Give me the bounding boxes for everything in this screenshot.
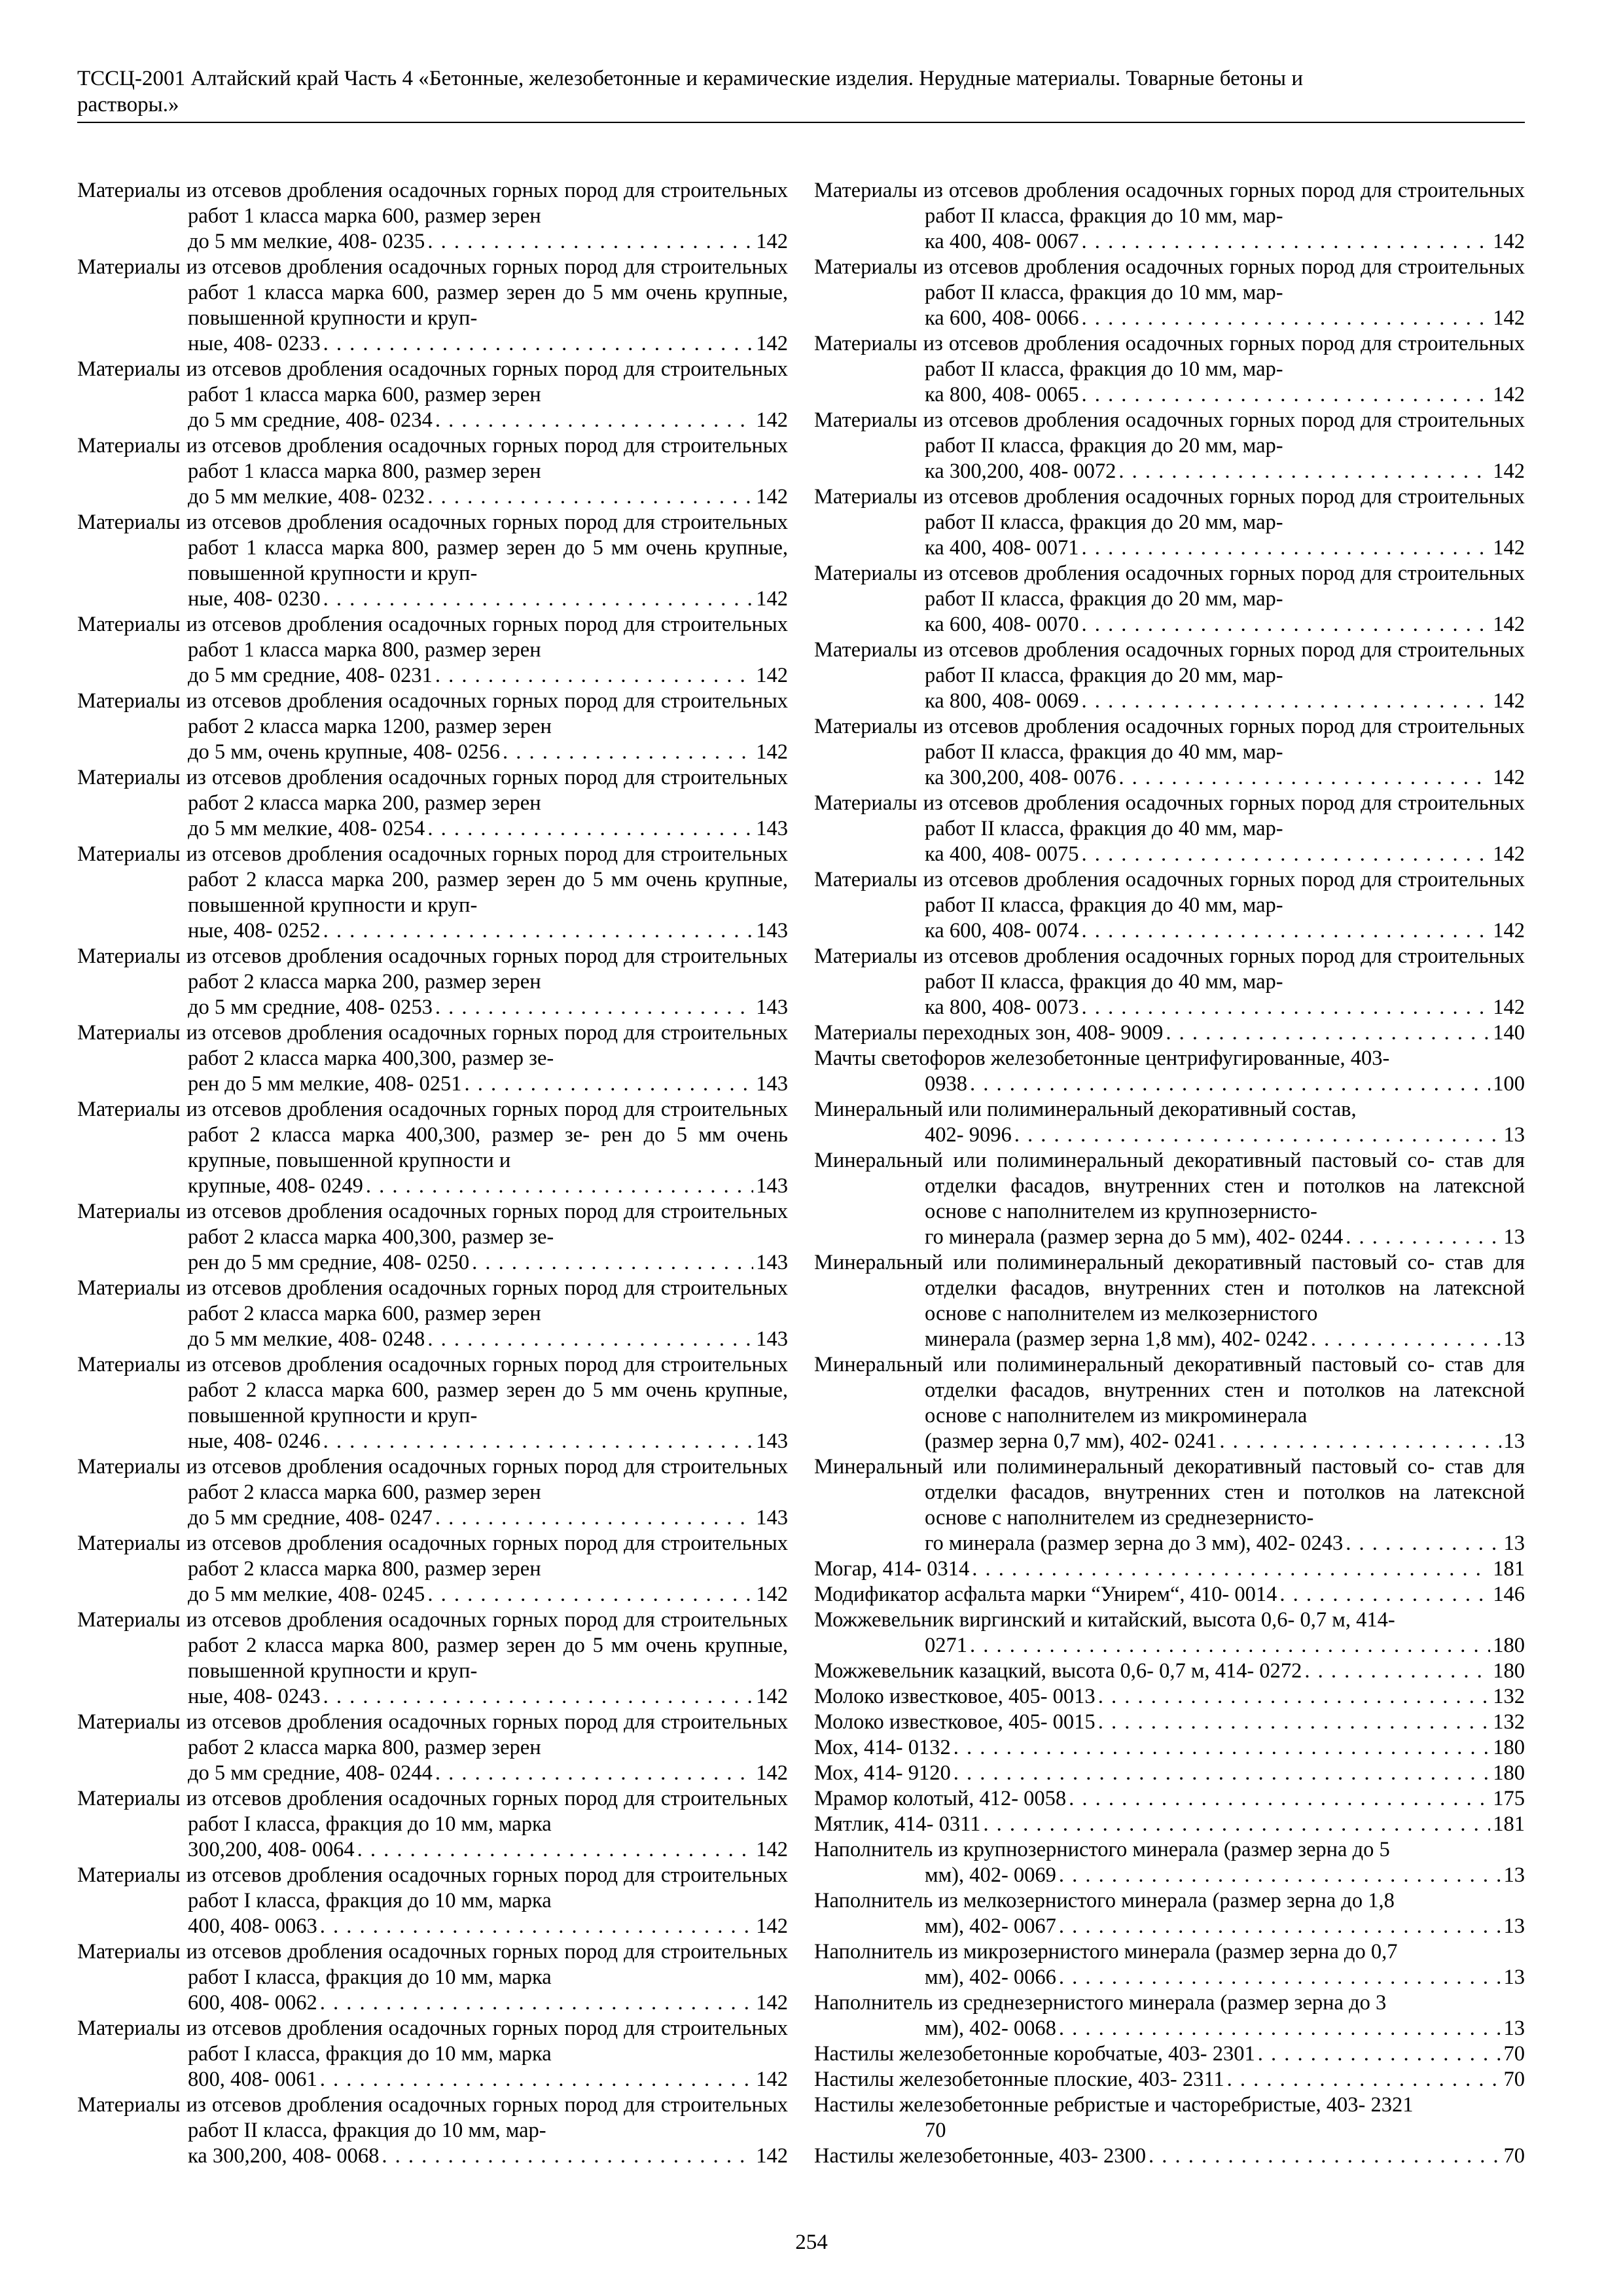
index-entry [814,1250,1525,1352]
index-entry-page: 142 [756,1991,788,2015]
leader-dots [435,408,753,433]
index-entry [814,2067,1525,2092]
index-entry [814,1735,1525,1761]
index-entry-text: Материалы из отсевов дробления осадочных горных пород для строительных работ II класса, фракция до 10 мм, мар- [814,255,1525,304]
index-entry [814,255,1525,331]
index-entry [77,1531,788,1607]
index-entry-page: 142 [756,485,788,509]
index-entry-page: 180 [1493,1634,1525,1657]
index-entry-ref: до 5 мм средние, 408- 0231 [188,664,433,687]
index-entry-page: 142 [1493,842,1525,866]
index-entry-ref: Могар, 414- 0314 [814,1557,970,1581]
index-entry [814,944,1525,1020]
index-entry-text: Материалы из отсевов дробления осадочных горных пород для строительных работ 1 класса марка 800, размер зерен [77,613,788,662]
index-entry [814,2144,1525,2169]
index-entry-page: 13 [1503,1914,1525,1938]
index-entry-text: Материалы из отсевов дробления осадочных горных пород для строительных работ II класса, фракция до 20 мм, мар- [814,408,1525,457]
index-entry-page: 142 [1493,613,1525,636]
leader-dots [320,1914,754,1939]
index-entry-page: 142 [756,2068,788,2091]
index-entry-page: 180 [1493,1761,1525,1785]
index-entry-page: 143 [756,1174,788,1198]
index-entry-ref: 402- 9096 [925,1123,1012,1147]
index-entry-page: 13 [1503,1123,1525,1147]
index-entry-ref: ка 300,200, 408- 0072 [925,459,1116,483]
leader-dots [1014,1122,1501,1148]
index-entry-text: Материалы из отсевов дробления осадочных горных пород для строительных работ I класса, фракция до 10 мм, марка [77,1787,788,1836]
index-entry-page: 13 [1503,1532,1525,1555]
index-entry-ref: 800, 408- 0061 [188,2068,317,2091]
index-entry [77,433,788,510]
page-header [77,65,1525,123]
index-entry-ref: 0938 [925,1072,967,1096]
index-entry-text: Материалы из отсевов дробления осадочных горных пород для строительных работ 2 класса марка 400,300, размер зе- [77,1021,788,1070]
index-entry-page: 142 [1493,919,1525,942]
index-entry-page: 142 [756,2144,788,2168]
index-entry-ref: до 5 мм средние, 408- 0253 [188,996,433,1019]
index-entry-text: Можжевельник виргинский и китайский, высота 0,6- 0,7 м, 414- [814,1608,1395,1632]
index-entry-ref: до 5 мм мелкие, 408- 0248 [188,1327,425,1351]
index-entry-text: Материалы из отсевов дробления осадочных горных пород для строительных работ 2 класса марка 200, размер зерен [77,944,788,994]
index-entry-page: 146 [1493,1583,1525,1606]
page-number: 254 [795,2231,828,2254]
index-entry-ref: до 5 мм мелкие, 408- 0254 [188,817,425,840]
leader-dots [323,331,754,357]
index-entry [814,484,1525,561]
index-entry [814,1939,1525,1990]
leader-dots [1082,689,1491,714]
index-entry-text: Материалы из отсевов дробления осадочных горных пород для строительных работ II класса, фракция до 20 мм, мар- [814,485,1525,534]
leader-dots [1118,459,1490,484]
index-entry [77,1454,788,1531]
index-entry-page: 13 [1503,1225,1525,1249]
index-entry-page: 13 [1503,2017,1525,2040]
index-entry-text: Минеральный или полиминеральный декоративный состав, [814,1098,1357,1121]
index-entry-page: 100 [1493,1072,1525,1096]
index-entry-ref: Настилы железобетонные, 403- 2300 [814,2144,1147,2168]
index-entry-page: 181 [1493,1557,1525,1581]
leader-dots [427,229,753,255]
index-entry-page: 142 [756,1761,788,1785]
index-entry-ref: ка 600, 408- 0070 [925,613,1079,636]
index-entry [814,1352,1525,1454]
index-entry-ref: ка 400, 408- 0071 [925,536,1079,560]
index-entry [814,1710,1525,1735]
index-entry-ref: рен до 5 мм средние, 408- 0250 [188,1251,470,1274]
index-entry-page: 142 [1493,996,1525,1019]
leader-dots [1082,918,1491,944]
index-entry-text: Материалы из отсевов дробления осадочных горных пород для строительных работ 2 класса марка 800, размер зерен [77,1710,788,1759]
leader-dots [323,1429,754,1454]
index-entry-page: 70 [1503,2144,1525,2168]
index-entry-ref: ка 800, 408- 0073 [925,996,1079,1019]
index-entry-page: 142 [756,740,788,764]
index-entry-ref: мм), 402- 0068 [925,2017,1056,2040]
index-entry-page: 142 [1493,230,1525,253]
leader-dots [323,1684,754,1710]
index-entry-ref: Можжевельник казацкий, высота 0,6- 0,7 м, 414- 0272 [814,1659,1302,1683]
index-entry-page: 142 [756,1583,788,1606]
leader-dots [472,1250,753,1276]
index-entry-text: Наполнитель из микрозернистого минерала (размер зерна до 0,7 [814,1940,1398,1964]
index-entry-ref: ка 600, 408- 0066 [925,306,1079,330]
index-entry-ref: Мох, 414- 0132 [814,1736,951,1759]
leader-dots [1279,1582,1490,1607]
index-entry [814,867,1525,944]
index-entry-page: 13 [1503,1863,1525,1887]
index-entry [77,1352,788,1454]
index-entry [814,1761,1525,1786]
leader-dots [320,1990,754,2016]
index-entry-ref: (размер зерна 0,7 мм), 402- 0241 [925,1429,1217,1453]
index-entry-ref: мм), 402- 0067 [925,1914,1056,1938]
index-entry-page: 142 [1493,459,1525,483]
leader-dots [954,1761,1491,1786]
index-entry-page: 142 [756,1914,788,1938]
index-entry-text: Материалы из отсевов дробления осадочных горных пород для строительных работ 1 класса марка 800, размер зерен [77,434,788,483]
index-entry-page: 142 [1493,383,1525,406]
index-entry [77,1097,788,1199]
index-entry-ref: до 5 мм мелкие, 408- 0245 [188,1583,425,1606]
index-entry [77,510,788,612]
leader-dots [1304,1659,1490,1684]
index-entry [814,1812,1525,1837]
index-entry-text: Материалы из отсевов дробления осадочных горных пород для строительных работ 2 класса марка 1200, размер зерен [77,689,788,738]
index-entry [814,1659,1525,1684]
leader-dots [366,1174,753,1199]
leader-dots [435,1761,753,1786]
leader-dots [1166,1020,1490,1046]
index-entry [77,1939,788,2016]
index-entry-page: 143 [756,919,788,942]
index-entry-text: Материалы из отсевов дробления осадочных горных пород для строительных работ 2 класса марка 400,300, размер зе- [77,1200,788,1249]
index-entry-page: 142 [756,664,788,687]
index-entry-ref: ные, 408- 0252 [188,919,321,942]
index-entry-text: Материалы из отсевов дробления осадочных горных пород для строительных работ II класса, фракция до 20 мм, мар- [814,562,1525,611]
index-entry-text: Материалы из отсевов дробления осадочных горных пород для строительных работ II класса, фракция до 20 мм, мар- [814,638,1525,687]
index-entry-page: 142 [756,332,788,355]
index-entry [814,331,1525,408]
index-entry [77,1020,788,1097]
index-entry-page: 143 [756,996,788,1019]
index-entry-text: Материалы из отсевов дробления осадочных горных пород для строительных работ 2 класса марка 600, размер зерен до 5 мм очень крупные, повышенной крупности и круп- [77,1353,788,1427]
index-entry-ref: Настилы железобетонные плоские, 403- 2311 [814,2068,1224,2091]
index-entry-text: Материалы из отсевов дробления осадочных горных пород для строительных работ I класса, фракция до 10 мм, марка [77,2017,788,2066]
index-entry [77,1786,788,1863]
index-entry-text: Материалы из отсевов дробления осадочных горных пород для строительных работ 2 класса марка 800, размер зерен [77,1532,788,1581]
index-entry-page: 13 [1503,1327,1525,1351]
index-entry-text: Материалы из отсевов дробления осадочных горных пород для строительных работ II класса, фракция до 40 мм, мар- [814,868,1525,917]
index-entry-ref: Материалы переходных зон, 408- 9009 [814,1021,1164,1045]
index-entry [814,1148,1525,1250]
index-entry-page: 13 [1503,1965,1525,1989]
index-entry-ref: ка 800, 408- 0065 [925,383,1079,406]
index-entry-text: Материалы из отсевов дробления осадочных горных пород для строительных работ II класса, фракция до 40 мм, мар- [814,944,1525,994]
index-entry [814,1888,1525,1939]
index-entry [814,2041,1525,2067]
index-entry-text: Материалы из отсевов дробления осадочных горных пород для строительных работ 1 класса марка 600, размер зерен [77,179,788,228]
index-entry-text: Материалы из отсевов дробления осадочных горных пород для строительных работ 2 класса марка 600, размер зерен [77,1455,788,1504]
index-entry-text: Наполнитель из мелкозернистого минерала (размер зерна до 1,8 [814,1889,1395,1912]
index-entry [814,1556,1525,1582]
leader-dots [1098,1684,1491,1710]
index-entry-ref: до 5 мм, очень крупные, 408- 0256 [188,740,501,764]
index-entry-page: 142 [756,1685,788,1708]
leader-dots [1227,2067,1501,2092]
leader-dots [435,995,753,1020]
index-entry-ref: до 5 мм мелкие, 408- 0232 [188,485,425,509]
index-entry [77,357,788,433]
index-entry-ref: го минерала (размер зерна до 5 мм), 402- 0244 [925,1225,1344,1249]
index-entry-page: 142 [756,230,788,253]
leader-dots [970,1071,1490,1097]
index-entry [814,1046,1525,1097]
index-column-right [814,178,1525,2169]
index-entry-ref: 600, 408- 0062 [188,1991,317,2015]
index-entry-text: Минеральный или полиминеральный декоративный пастовый со- став для отделки фасадов, внутренних стен и потолков на латексной основе с наполнителем из среднезернисто- [814,1455,1525,1530]
leader-dots [1082,229,1491,255]
leader-dots [323,918,754,944]
leader-dots [320,2067,754,2092]
leader-dots [465,1071,754,1097]
index-entry-ref: крупные, 408- 0249 [188,1174,363,1198]
index-entry [814,1607,1525,1659]
index-entry-page: 142 [756,408,788,432]
index-entry-page: 132 [1493,1685,1525,1708]
index-entry [814,791,1525,867]
leader-dots [954,1735,1491,1761]
index-entry-ref: го минерала (размер зерна до 3 мм), 402- 0243 [925,1532,1344,1555]
index-entry [77,1710,788,1786]
index-entry [814,714,1525,791]
index-entry-page: 142 [1493,306,1525,330]
leader-dots [427,1327,753,1352]
leader-dots [1149,2144,1501,2169]
leader-dots [435,1505,753,1531]
index-entry [77,612,788,689]
index-entry [814,408,1525,484]
index-entry-text: Мачты светофоров железобетонные центрифугированные, 403- [814,1047,1390,1070]
leader-dots [1082,612,1491,637]
index-entry-ref: ка 400, 408- 0075 [925,842,1079,866]
leader-dots [382,2144,753,2169]
leader-dots [1082,842,1491,867]
index-entry-ref: до 5 мм средние, 408- 0244 [188,1761,433,1785]
index-entry-ref: Модификатор асфальта марки “Унирем“, 410- 0014 [814,1583,1277,1606]
leader-dots [427,1582,753,1607]
index-entry-page: 132 [1493,1710,1525,1734]
leader-dots [1059,1914,1501,1939]
index-entry-ref: Молоко известковое, 405- 0013 [814,1685,1096,1708]
index-entry [77,1607,788,1710]
index-entry-text: Материалы из отсевов дробления осадочных горных пород для строительных работ II класса, фракция до 10 мм, мар- [814,332,1525,381]
index-entry-page: 143 [756,1506,788,1530]
index-entry-ref: ка 600, 408- 0074 [925,919,1079,942]
index-entry-text: Материалы из отсевов дробления осадочных горных пород для строительных работ 2 класса марка 200, размер зерен до 5 мм очень крупные, повышенной крупности и круп- [77,842,788,917]
index-entry-text: Наполнитель из крупнозернистого минерала (размер зерна до 5 [814,1838,1390,1861]
index-entry [814,1786,1525,1812]
index-entry-ref: мм), 402- 0066 [925,1965,1056,1989]
leader-dots [972,1556,1490,1582]
index-entry-ref: 300,200, 408- 0064 [188,1838,355,1861]
index-entry-page: 142 [756,587,788,611]
index-entry [77,765,788,842]
leader-dots [1346,1531,1501,1556]
leader-dots [323,586,754,612]
leader-dots [1082,306,1491,331]
index-entry-text: Минеральный или полиминеральный декоративный пастовый со- став для отделки фасадов, внутренних стен и потолков на латексной основе с наполнителем из крупнозернисто- [814,1149,1525,1223]
header-line-1: ТССЦ-2001 Алтайский край Часть 4 «Бетонные, железобетонные и керамические изделия. Нерудные материалы. Товарные бетоны и [77,67,1303,90]
index-entry [77,1199,788,1276]
leader-dots [1082,382,1491,408]
index-entry-ref: 400, 408- 0063 [188,1914,317,1938]
leader-dots [357,1837,754,1863]
index-entry-ref: минерала (размер зерна 1,8 мм), 402- 0242 [925,1327,1308,1351]
index-entry-text: Материалы из отсевов дробления осадочных горных пород для строительных работ II класса, фракция до 10 мм, мар- [814,179,1525,228]
leader-dots [1059,2016,1501,2041]
index-entry [814,1837,1525,1888]
index-entry-page: 143 [756,1251,788,1274]
index-entry-ref: Настилы железобетонные коробчатые, 403- 2301 [814,2042,1255,2066]
index-entry-ref: до 5 мм мелкие, 408- 0235 [188,230,425,253]
index-entry [814,1684,1525,1710]
index-entry-text: Материалы из отсевов дробления осадочных горных пород для строительных работ I класса, фракция до 10 мм, марка [77,1863,788,1912]
index-entry-ref: ка 300,200, 408- 0068 [188,2144,380,2168]
index-entry [814,561,1525,637]
index-entry-page: 140 [1493,1021,1525,1045]
index-entry-ref: Мятлик, 414- 0311 [814,1812,981,1836]
index-entry-page: 180 [1493,1736,1525,1759]
index-entry-text: Материалы из отсевов дробления осадочных горных пород для строительных работ 2 класса марка 400,300, размер зе- рен до 5 мм очень крупные, повышенной крупности и [77,1098,788,1172]
leader-dots [1082,995,1491,1020]
index-column-left [77,178,788,2169]
index-entry-page: 13 [1503,1429,1525,1453]
leader-dots [503,740,753,765]
index-entry-ref: ные, 408- 0246 [188,1429,321,1453]
index-entry [814,1582,1525,1607]
index-entry-text: Минеральный или полиминеральный декоративный пастовый со- став для отделки фасадов, внутренних стен и потолков на латексной основе с наполнителем из мелкозернистого [814,1251,1525,1325]
index-entry-page: 143 [756,1327,788,1351]
index-entry-page: 70 [1503,2042,1525,2066]
leader-dots [435,663,753,689]
index-entry [77,178,788,255]
index-entry [814,1020,1525,1046]
index-entry-text: Материалы из отсевов дробления осадочных горных пород для строительных работ II класса, фракция до 40 мм, мар- [814,715,1525,764]
index-entry-ref: 0271 [925,1634,967,1657]
leader-dots [1118,765,1490,791]
index-entry-ref: ные, 408- 0243 [188,1685,321,1708]
index-entry [814,2092,1525,2144]
index-entry-ref: ка 800, 408- 0069 [925,689,1079,713]
index-entry-page: 142 [1493,536,1525,560]
index-entry-page: 142 [1493,766,1525,789]
index-entry-page: 142 [1493,689,1525,713]
index-entry-text: Материалы из отсевов дробления осадочных горных пород для строительных работ 2 класса марка 800, размер зерен до 5 мм очень крупные, повышенной крупности и круп- [77,1608,788,1683]
leader-dots [1346,1225,1501,1250]
index-entry [814,1454,1525,1556]
leader-dots [1311,1327,1501,1352]
index-entry-page: 181 [1493,1812,1525,1836]
index-entry-page: 143 [756,1072,788,1096]
index-entry [77,944,788,1020]
index-entry [77,255,788,357]
leader-dots [970,1633,1490,1659]
index-entry [77,1863,788,1939]
index-entry-ref: 70 [925,2119,946,2142]
index-entry-ref: рен до 5 мм мелкие, 408- 0251 [188,1072,462,1096]
leader-dots [1069,1786,1490,1812]
index-entry-ref: мм), 402- 0069 [925,1863,1056,1887]
index-entry-text: Материалы из отсевов дробления осадочных горных пород для строительных работ II класса, фракция до 40 мм, мар- [814,791,1525,840]
index-entry-page: 180 [1493,1659,1525,1683]
index-entry-ref: ные, 408- 0230 [188,587,321,611]
leader-dots [983,1812,1490,1837]
leader-dots [1098,1710,1491,1735]
index-entry-page: 142 [756,1838,788,1861]
index-entry-ref: ка 400, 408- 0067 [925,230,1079,253]
index-entry-page: 143 [756,817,788,840]
index-entry-ref: ные, 408- 0233 [188,332,321,355]
header-line-2: растворы.» [77,93,179,117]
index-entry-ref: ка 300,200, 408- 0076 [925,766,1116,789]
leader-dots [427,484,753,510]
index-entry-text: Материалы из отсевов дробления осадочных горных пород для строительных работ 1 класса марка 800, размер зерен до 5 мм очень крупные, повышенной крупности и круп- [77,511,788,585]
index-entry-ref: до 5 мм средние, 408- 0234 [188,408,433,432]
index-entry-text: Минеральный или полиминеральный декоративный пастовый со- став для отделки фасадов, внутренних стен и потолков на латексной основе с наполнителем из микроминерала [814,1353,1525,1427]
leader-dots [1082,535,1491,561]
index-entry-text: Материалы из отсевов дробления осадочных горных пород для строительных работ 2 класса марка 200, размер зерен [77,766,788,815]
index-entry-text: Наполнитель из среднезернистого минерала (размер зерна до 3 [814,1991,1387,2015]
index-entry-page: 70 [1503,2068,1525,2091]
index-entry-ref: Мрамор колотый, 412- 0058 [814,1787,1067,1810]
index-entry-text: Материалы из отсевов дробления осадочных горных пород для строительных работ 2 класса марка 600, размер зерен [77,1276,788,1325]
index-entry-text: Настилы железобетонные ребристые и часторебристые, 403- 2321 [814,2093,1414,2117]
index-entry [814,178,1525,255]
index-entry-text: Материалы из отсевов дробления осадочных горных пород для строительных работ 1 класса марка 600, размер зерен до 5 мм очень крупные, повышенной крупности и круп- [77,255,788,330]
index-entry [814,1097,1525,1148]
index-entry [77,2016,788,2092]
index-entry [77,689,788,765]
leader-dots [1059,1965,1501,1990]
index-entry-ref: Молоко известковое, 405- 0015 [814,1710,1096,1734]
index-entry-ref: Мох, 414- 9120 [814,1761,951,1785]
index-entry [77,2092,788,2169]
index-entry-page: 175 [1493,1787,1525,1810]
index-entry-page: 143 [756,1429,788,1453]
index-entry-text: Материалы из отсевов дробления осадочных горных пород для строительных работ 1 класса марка 600, размер зерен [77,357,788,406]
index-entry-text: Материалы из отсевов дробления осадочных горных пород для строительных работ I класса, фракция до 10 мм, марка [77,1940,788,1989]
index-entry-text: Материалы из отсевов дробления осадочных горных пород для строительных работ II класса, фракция до 10 мм, мар- [77,2093,788,2142]
index-entry [77,842,788,944]
index-entry [814,1990,1525,2041]
leader-dots [1219,1429,1501,1454]
index-entry [814,637,1525,714]
index-entry-ref: до 5 мм средние, 408- 0247 [188,1506,433,1530]
leader-dots [1258,2041,1501,2067]
leader-dots [427,816,753,842]
leader-dots [1059,1863,1501,1888]
index-entry [77,1276,788,1352]
